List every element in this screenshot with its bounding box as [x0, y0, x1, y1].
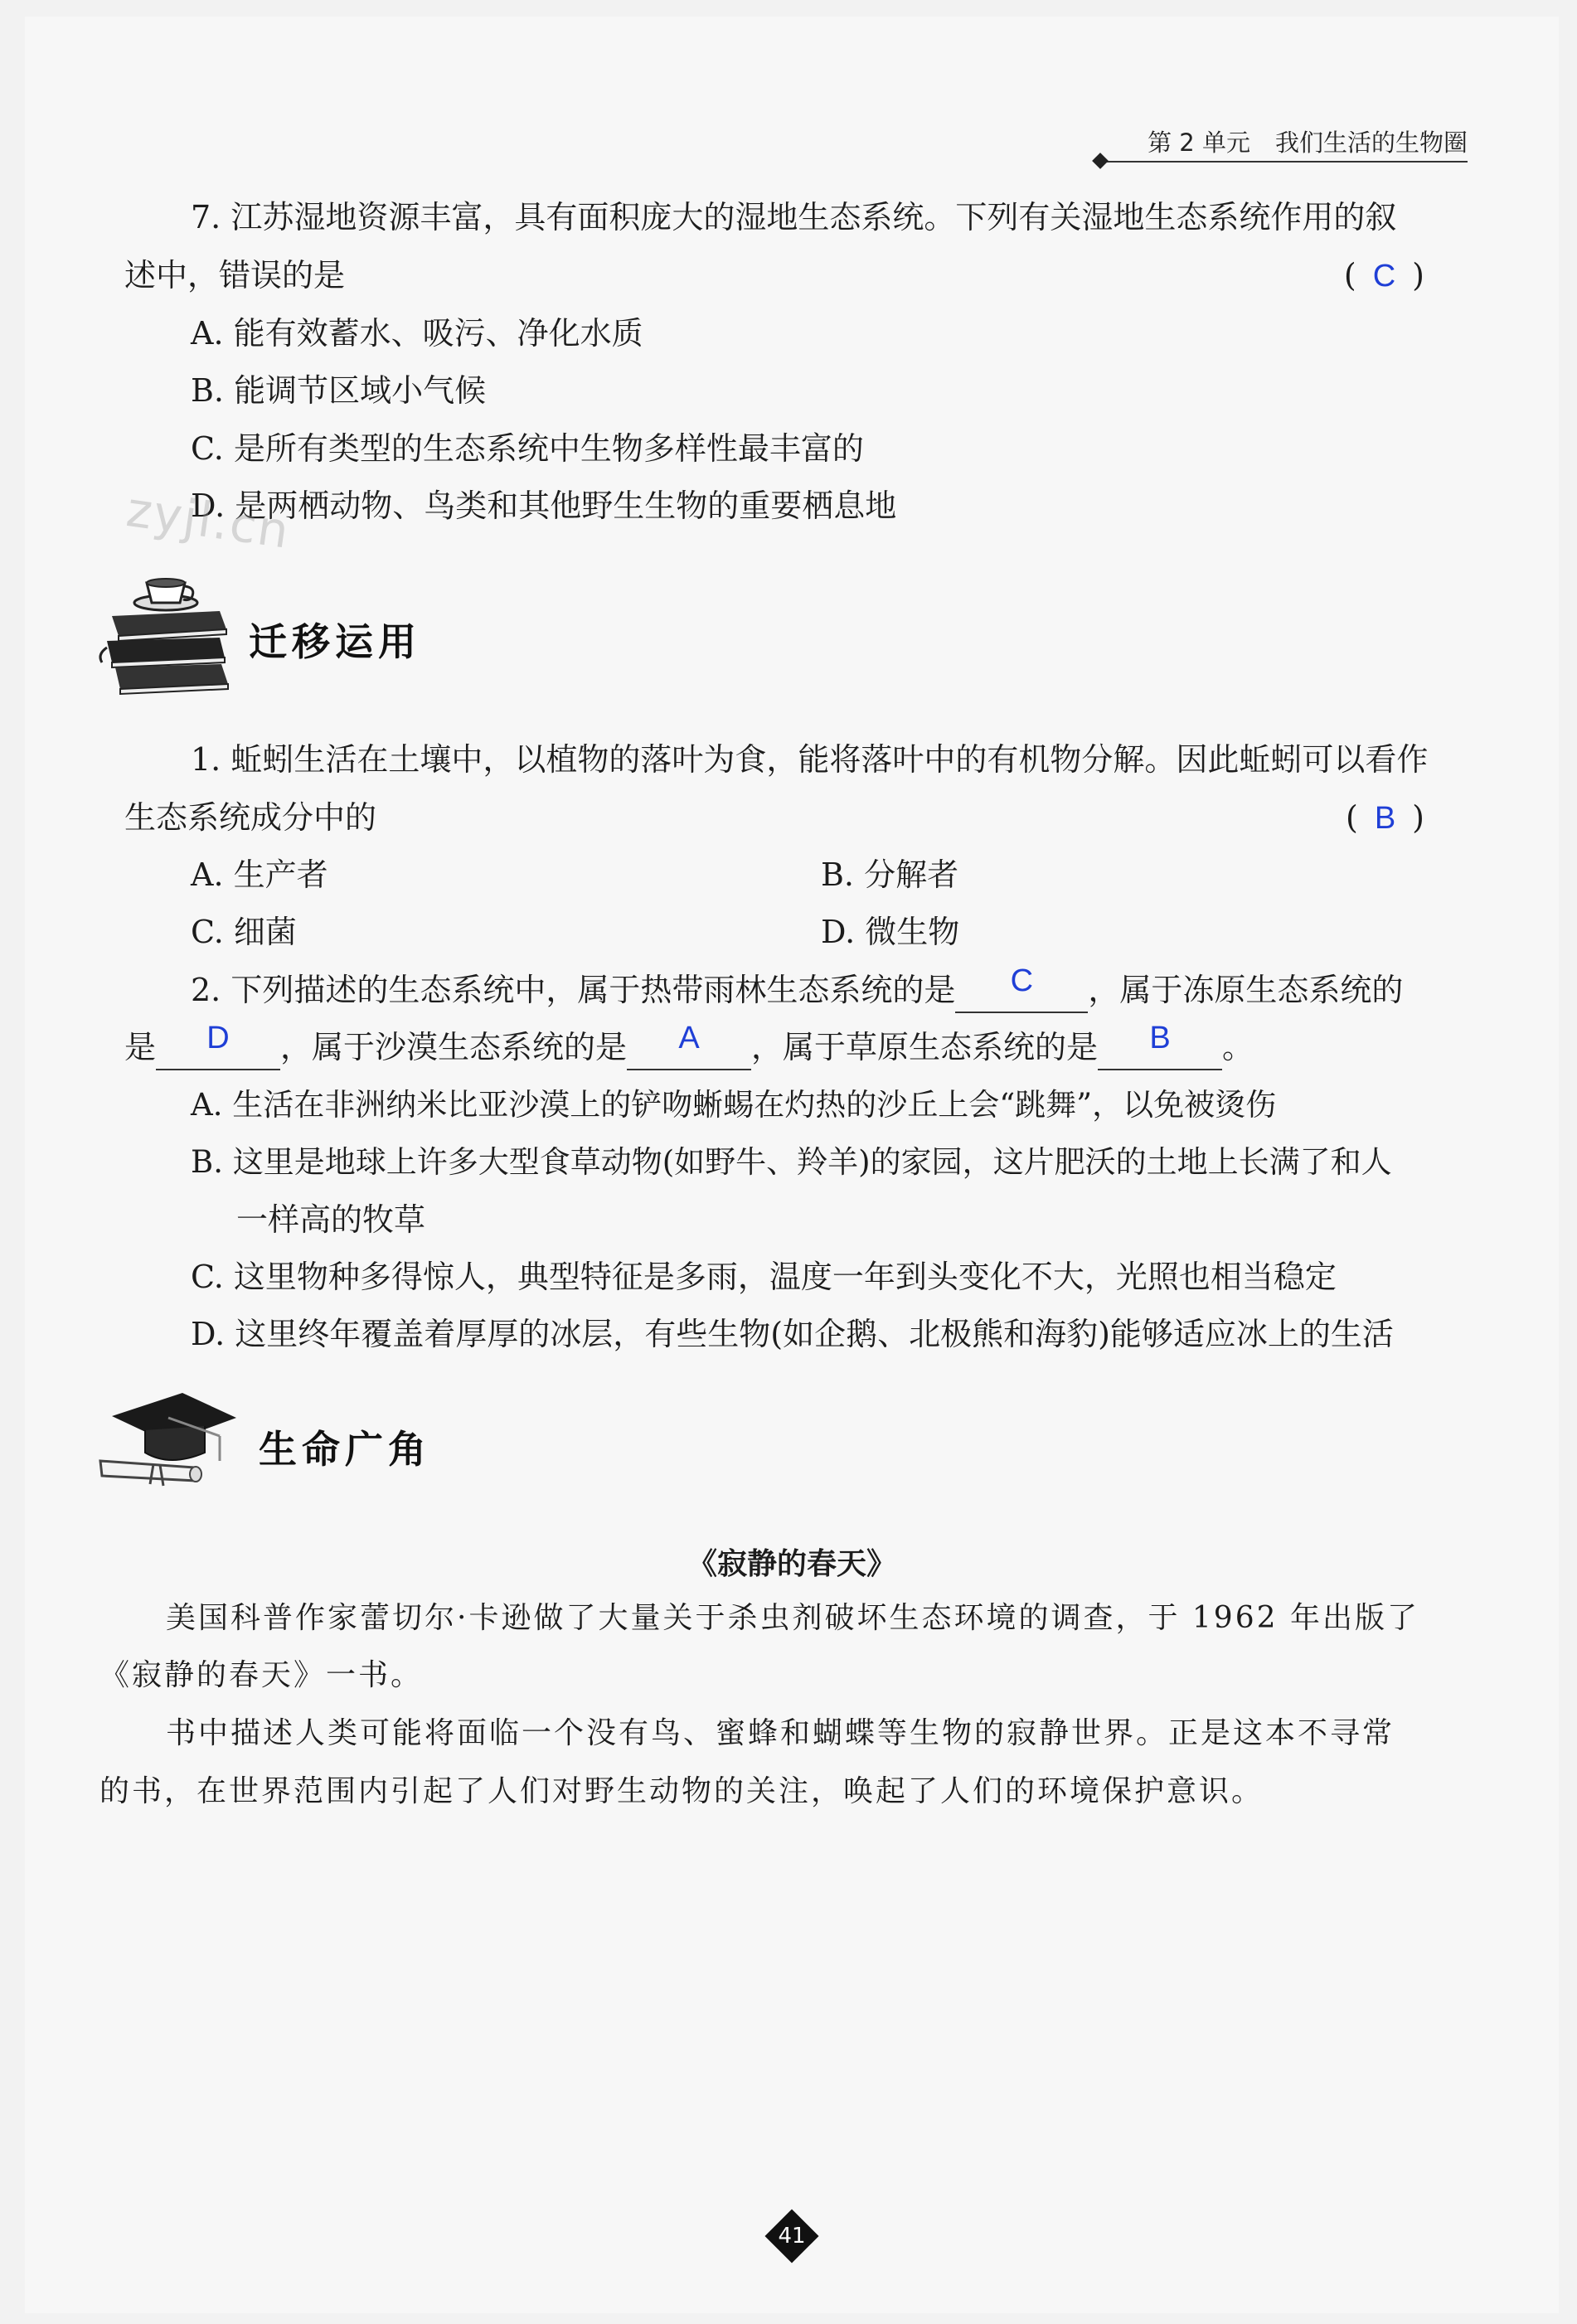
blank-4-answer: B: [1149, 1021, 1171, 1055]
reading-p1-line2: 《寂静的春天》一书。: [99, 1658, 424, 1692]
blank-2: [156, 1021, 280, 1070]
s1q2-option-b2: 一样高的牧草: [236, 1201, 426, 1238]
s1q2-part6: 。: [1222, 1029, 1254, 1065]
q7-answer-bracket: ( C ): [1343, 257, 1424, 294]
reading-p1-line1: 美国科普作家蕾切尔·卡逊做了大量关于杀虫剂破坏生态环境的调查，于 1962 年出版了: [166, 1601, 1419, 1635]
s1q1-option-d: D. 微生物: [821, 914, 960, 950]
reading-p2-line1: 书中描述人类可能将面临一个没有鸟、蜜蜂和蝴蝶等生物的寂静世界。正是这本不寻常: [166, 1716, 1395, 1750]
s1q1-option-a: A. 生产者: [191, 856, 328, 893]
page-number-badge: [763, 2207, 821, 2265]
s1q1-line2: 生态系统成分中的: [124, 799, 377, 836]
s1q2-part5: ，属于草原生态系统的是: [751, 1029, 1099, 1065]
s1q2-part1: 2. 下列描述的生态系统中，属于热带雨林生态系统的是: [191, 972, 956, 1008]
s1q2-line1: [191, 963, 1404, 1013]
q7-option-d: D. 是两栖动物、鸟类和其他野生生物的重要栖息地: [191, 488, 897, 524]
s1q1-option-c: C. 细菌: [191, 914, 297, 950]
blank-3-answer: A: [678, 1021, 700, 1055]
header-rule: [1103, 161, 1468, 163]
header-title: 我们生活的生物圈: [1274, 129, 1468, 157]
q7-line2: 述中，错误的是: [124, 257, 346, 294]
header-text: [1148, 124, 1468, 158]
header-unit: 第 2 单元: [1148, 129, 1250, 157]
page: [25, 17, 1559, 2313]
q7-option-b: B. 能调节区域小气候: [191, 372, 487, 409]
q7-option-c: C. 是所有类型的生态系统中生物多样性最丰富的: [191, 430, 864, 467]
q7-option-a: A. 能有效蓄水、吸污、净化水质: [191, 315, 643, 352]
section-title-life: 生命广角: [259, 1427, 431, 1472]
s1q1-answer-bracket: ( B ): [1345, 799, 1424, 836]
reading-title: 《寂静的春天》: [687, 1547, 896, 1581]
blank-4: [1098, 1021, 1222, 1070]
section-title-transfer: 迁移运用: [249, 619, 421, 664]
blank-1: [955, 963, 1088, 1013]
graduation-cap-icon: [95, 1385, 245, 1496]
q7-answer: C: [1372, 259, 1396, 294]
reading-p2-line2: 的书，在世界范围内引起了人们对野生动物的关注，唤起了人们的环境保护意识。: [99, 1774, 1264, 1808]
blank-3: [627, 1021, 751, 1070]
blank-2-answer: D: [206, 1021, 230, 1055]
s1q2-part4: ，属于沙漠生态系统的是: [280, 1029, 628, 1065]
s1q1-line1: 1. 蚯蚓生活在土壤中，以植物的落叶为食，能将落叶中的有机物分解。因此蚯蚓可以看作: [191, 741, 1429, 778]
watermark: zyjl.cn: [123, 481, 294, 560]
s1q2-line2: [124, 1021, 1254, 1070]
q7-line1: 7. 江苏湿地资源丰富，具有面积庞大的湿地生态系统。下列有关湿地生态系统作用的叙: [191, 199, 1397, 235]
page-header: [1103, 124, 1468, 166]
s1q2-option-d: D. 这里终年覆盖着厚厚的冰层，有些生物(如企鹅、北极熊和海豹)能够适应冰上的生活: [191, 1316, 1394, 1352]
s1q2-option-a: A. 生活在非洲纳米比亚沙漠上的铲吻蜥蜴在灼热的沙丘上会“跳舞”，以免被烫伤: [191, 1087, 1277, 1123]
s1q2-part2: ，属于冻原生态系统的: [1088, 972, 1404, 1008]
s1q2-option-b1: B. 这里是地球上许多大型食草动物(如野牛、羚羊)的家园，这片肥沃的土地上长满了和人: [191, 1144, 1392, 1180]
s1q2-part3: 是: [124, 1029, 157, 1065]
coffee-books-icon: [95, 568, 236, 704]
header-diamond-icon: [1092, 153, 1109, 169]
s1q1-answer: B: [1374, 801, 1396, 836]
s1q1-option-b: B. 分解者: [821, 856, 959, 893]
page-number: 41: [778, 2224, 806, 2249]
s1q2-option-c: C. 这里物种多得惊人，典型特征是多雨，温度一年到头变化不大，光照也相当稳定: [191, 1259, 1337, 1295]
blank-1-answer: C: [1010, 963, 1034, 998]
